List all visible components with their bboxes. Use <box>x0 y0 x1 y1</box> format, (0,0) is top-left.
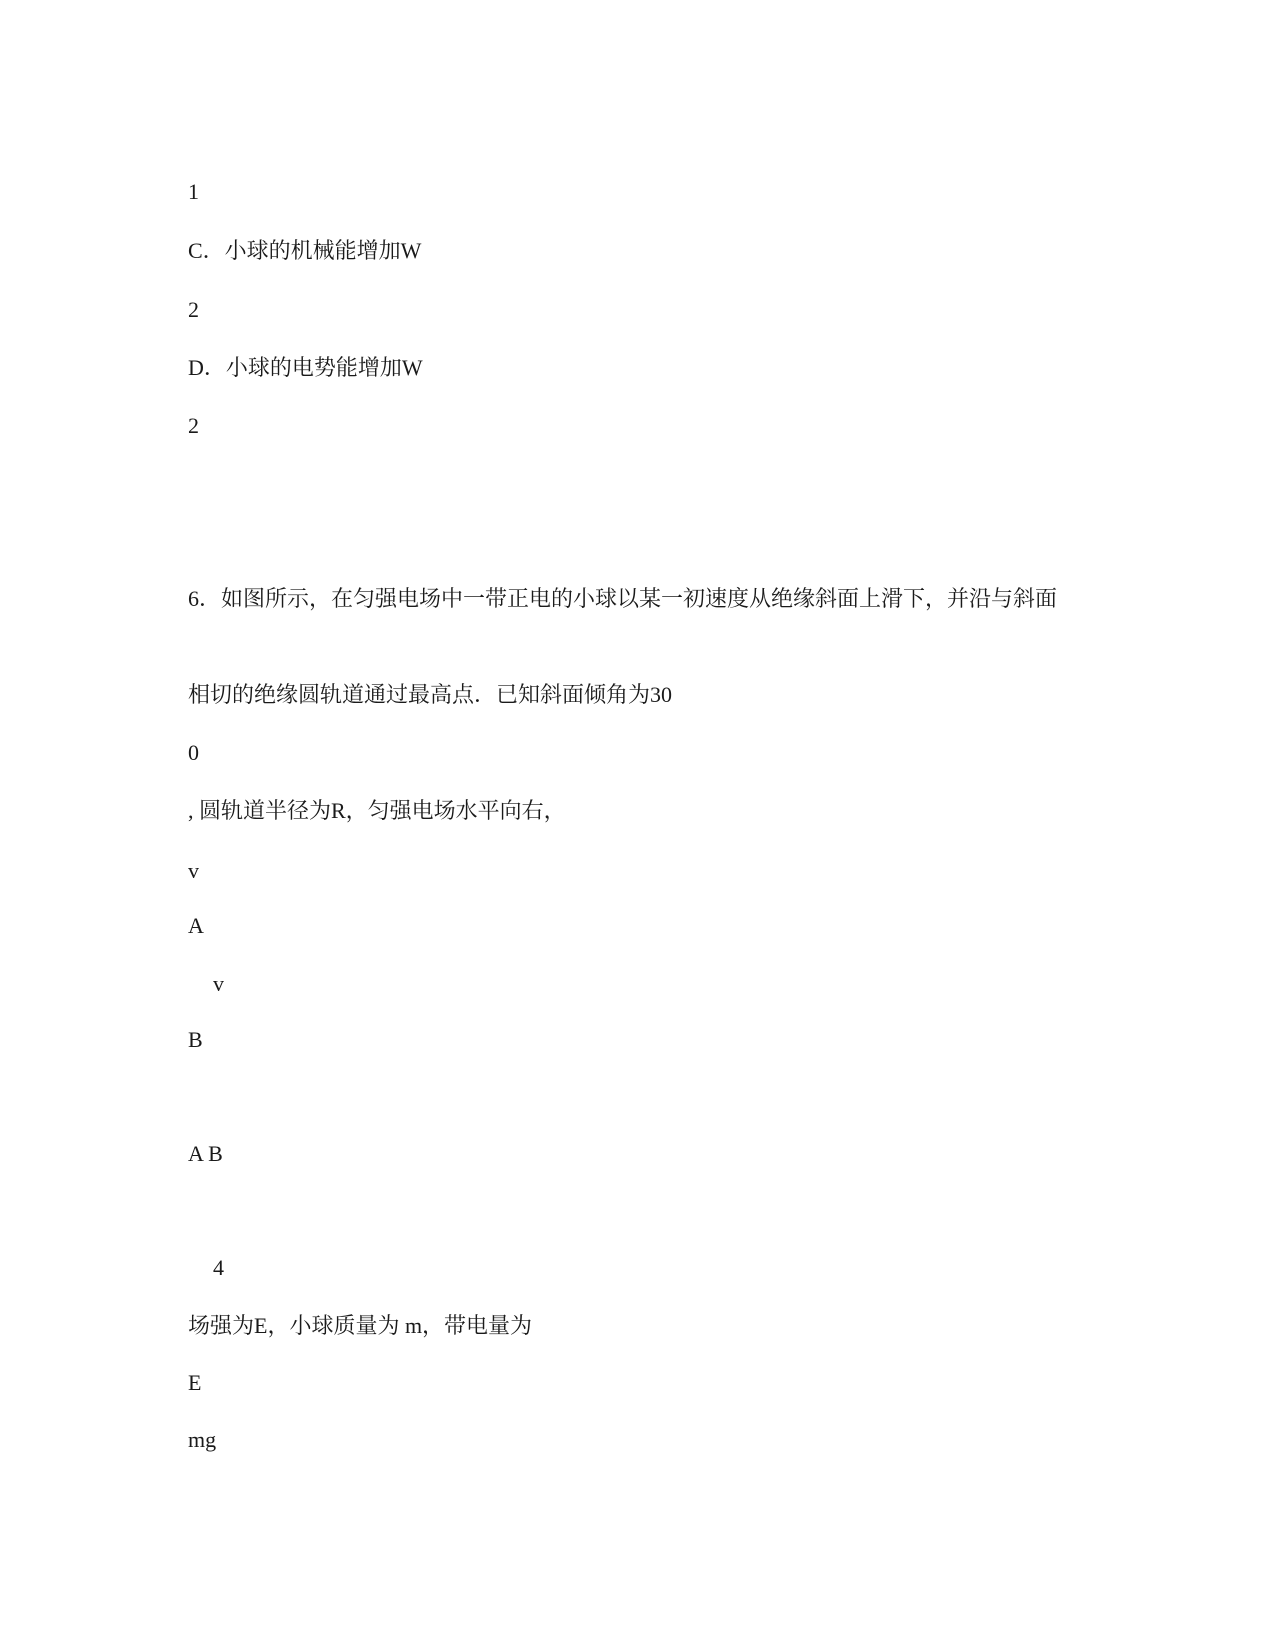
text-line-2: 2 <box>188 297 199 322</box>
option-d: D．小球的电势能增加W <box>188 355 423 380</box>
superscript-zero: 0 <box>188 740 199 765</box>
question-6-line-3: , 圆轨道半径为R，匀强电场水平向右， <box>188 798 566 823</box>
label-a: A <box>188 913 204 938</box>
text-line-1: 1 <box>188 179 199 204</box>
label-v: v <box>188 858 199 883</box>
question-6-line-2: 相切的绝缘圆轨道通过最高点．已知斜面倾角为30 <box>188 682 673 707</box>
label-mg: mg <box>188 1427 217 1452</box>
label-4: 4 <box>213 1255 224 1280</box>
label-v-2: v <box>213 971 224 996</box>
question-6-stem: 6．如图所示，在匀强电场中一带正电的小球以某一初速度从绝缘斜面上滑下，并沿与斜面 <box>188 586 1058 611</box>
question-6-line-4: 场强为E，小球质量为 m，带电量为 <box>188 1313 533 1338</box>
text-line-3: 2 <box>188 413 199 438</box>
option-c: C．小球的机械能增加W <box>188 238 422 263</box>
labels-a-b: A B <box>188 1141 223 1166</box>
label-b: B <box>188 1027 203 1052</box>
label-e: E <box>188 1370 202 1395</box>
